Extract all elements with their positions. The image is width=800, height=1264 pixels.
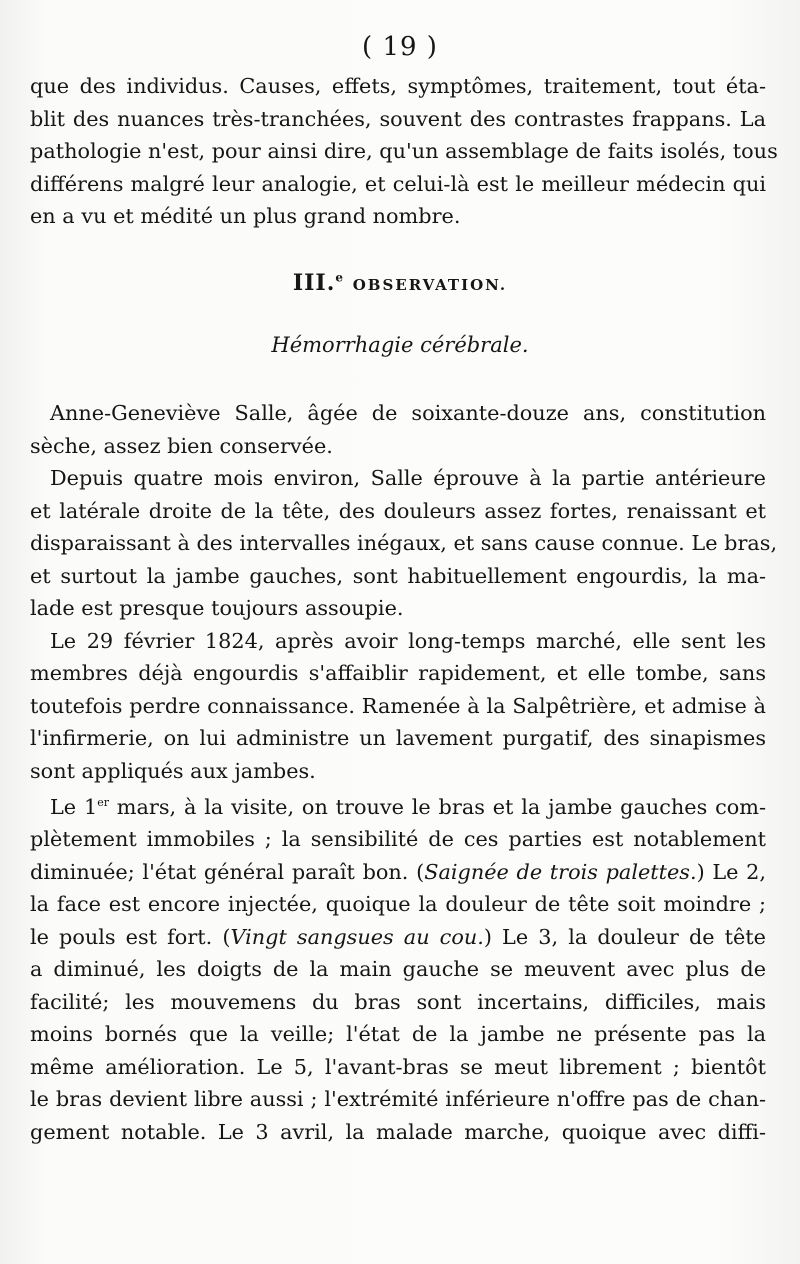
text-line: plètement immobiles ; la sensibilité de ces parties est notablement [30, 827, 766, 852]
text-line: et surtout la jambe gauches, sont habituellement engourdis, la ma- [30, 563, 766, 588]
text-run: ) Le 3, la douleur de tête [483, 924, 766, 949]
superscript: er [97, 796, 109, 809]
text-line [30, 921, 766, 954]
italic-prescription: Vingt sangsues au cou. [230, 924, 484, 949]
text-line: gement notable. Le 3 avril, la malade marche, quoique avec diffi- [30, 1119, 766, 1144]
text-line [30, 787, 766, 823]
text-line: sèche, assez bien conservée. [30, 433, 333, 458]
text-line: lade est presque toujours assoupie. [30, 596, 404, 620]
text-run: ) Le 2, [696, 859, 767, 884]
text-line [30, 856, 766, 889]
text-run: Le 1 [50, 794, 98, 819]
observation-body [30, 397, 778, 1148]
italic-prescription: Saignée de trois palettes. [424, 859, 697, 884]
text-line: facilité; les mouvemens du bras sont incertains, difficiles, mais [30, 989, 766, 1014]
page-number: ( 19 ) [362, 32, 438, 62]
text-line: pathologie n'est, pour ainsi dire, qu'un assemblage de faits isolés, tous [30, 139, 778, 163]
text-line: et latérale droite de la tête, des douleurs assez fortes, renaissant et [30, 498, 766, 523]
text-line: toutefois perdre connaissance. Ramenée à la Salpêtrière, et admise à [30, 693, 766, 718]
text-line: moins bornés que la veille; l'état de la jambe ne présente pas la [30, 1022, 766, 1047]
text-line: blit des nuances très-tranchées, souvent des contrastes frappans. La [30, 106, 766, 131]
text-line: l'infirmerie, on lui administre un lavement purgatif, des sinapismes [30, 726, 766, 750]
observation-subtitle: Hémorrhagie cérébrale. [271, 333, 529, 357]
text-line: Le 29 février 1824, après avoir long-temps marché, elle sent les [50, 628, 766, 653]
text-line: a diminué, les doigts de la main gauche se meuvent avec plus de [30, 957, 766, 982]
text-line: membres déjà engourdis s'affaiblir rapidement, et elle tombe, sans [30, 661, 766, 685]
text-run: mars, à la visite, on trouve le bras et la jambe gauches com- [108, 794, 766, 819]
text-run: le pouls est fort. ( [30, 924, 231, 949]
text-line: le bras devient libre aussi ; l'extrémité inférieure n'offre pas de chan- [30, 1087, 766, 1112]
text-line: même amélioration. Le 5, l'avant-bras se meut librement ; bientôt [30, 1054, 766, 1079]
text-line: que des individus. Causes, effets, symptômes, traitement, tout éta- [30, 74, 766, 98]
text-line: sont appliqués aux jambes. [30, 758, 316, 783]
text-run: diminuée; l'état général paraît bon. ( [30, 859, 425, 884]
text-line: différens malgré leur analogie, et celui-là est le meilleur médecin qui [30, 171, 766, 196]
heading-word: OBSERVATION. [352, 276, 508, 294]
text-line: en a vu et médité un plus grand nombre. [30, 204, 461, 228]
text-line: disparaissant à des intervalles inégaux, et sans cause connue. Le bras, [30, 531, 778, 555]
text-line: Depuis quatre mois environ, Salle éprouve à la partie antérieure [50, 466, 766, 490]
heading-numeral: III. [292, 270, 336, 296]
text-line: la face est encore injectée, quoique la douleur de tête soit moindre ; [30, 892, 766, 917]
text-line: Anne-Geneviève Salle, âgée de soixante-douze ans, constitution [50, 401, 766, 425]
observation-heading [0, 270, 800, 296]
heading-superscript: e [335, 270, 345, 285]
intro-paragraph [30, 70, 778, 233]
